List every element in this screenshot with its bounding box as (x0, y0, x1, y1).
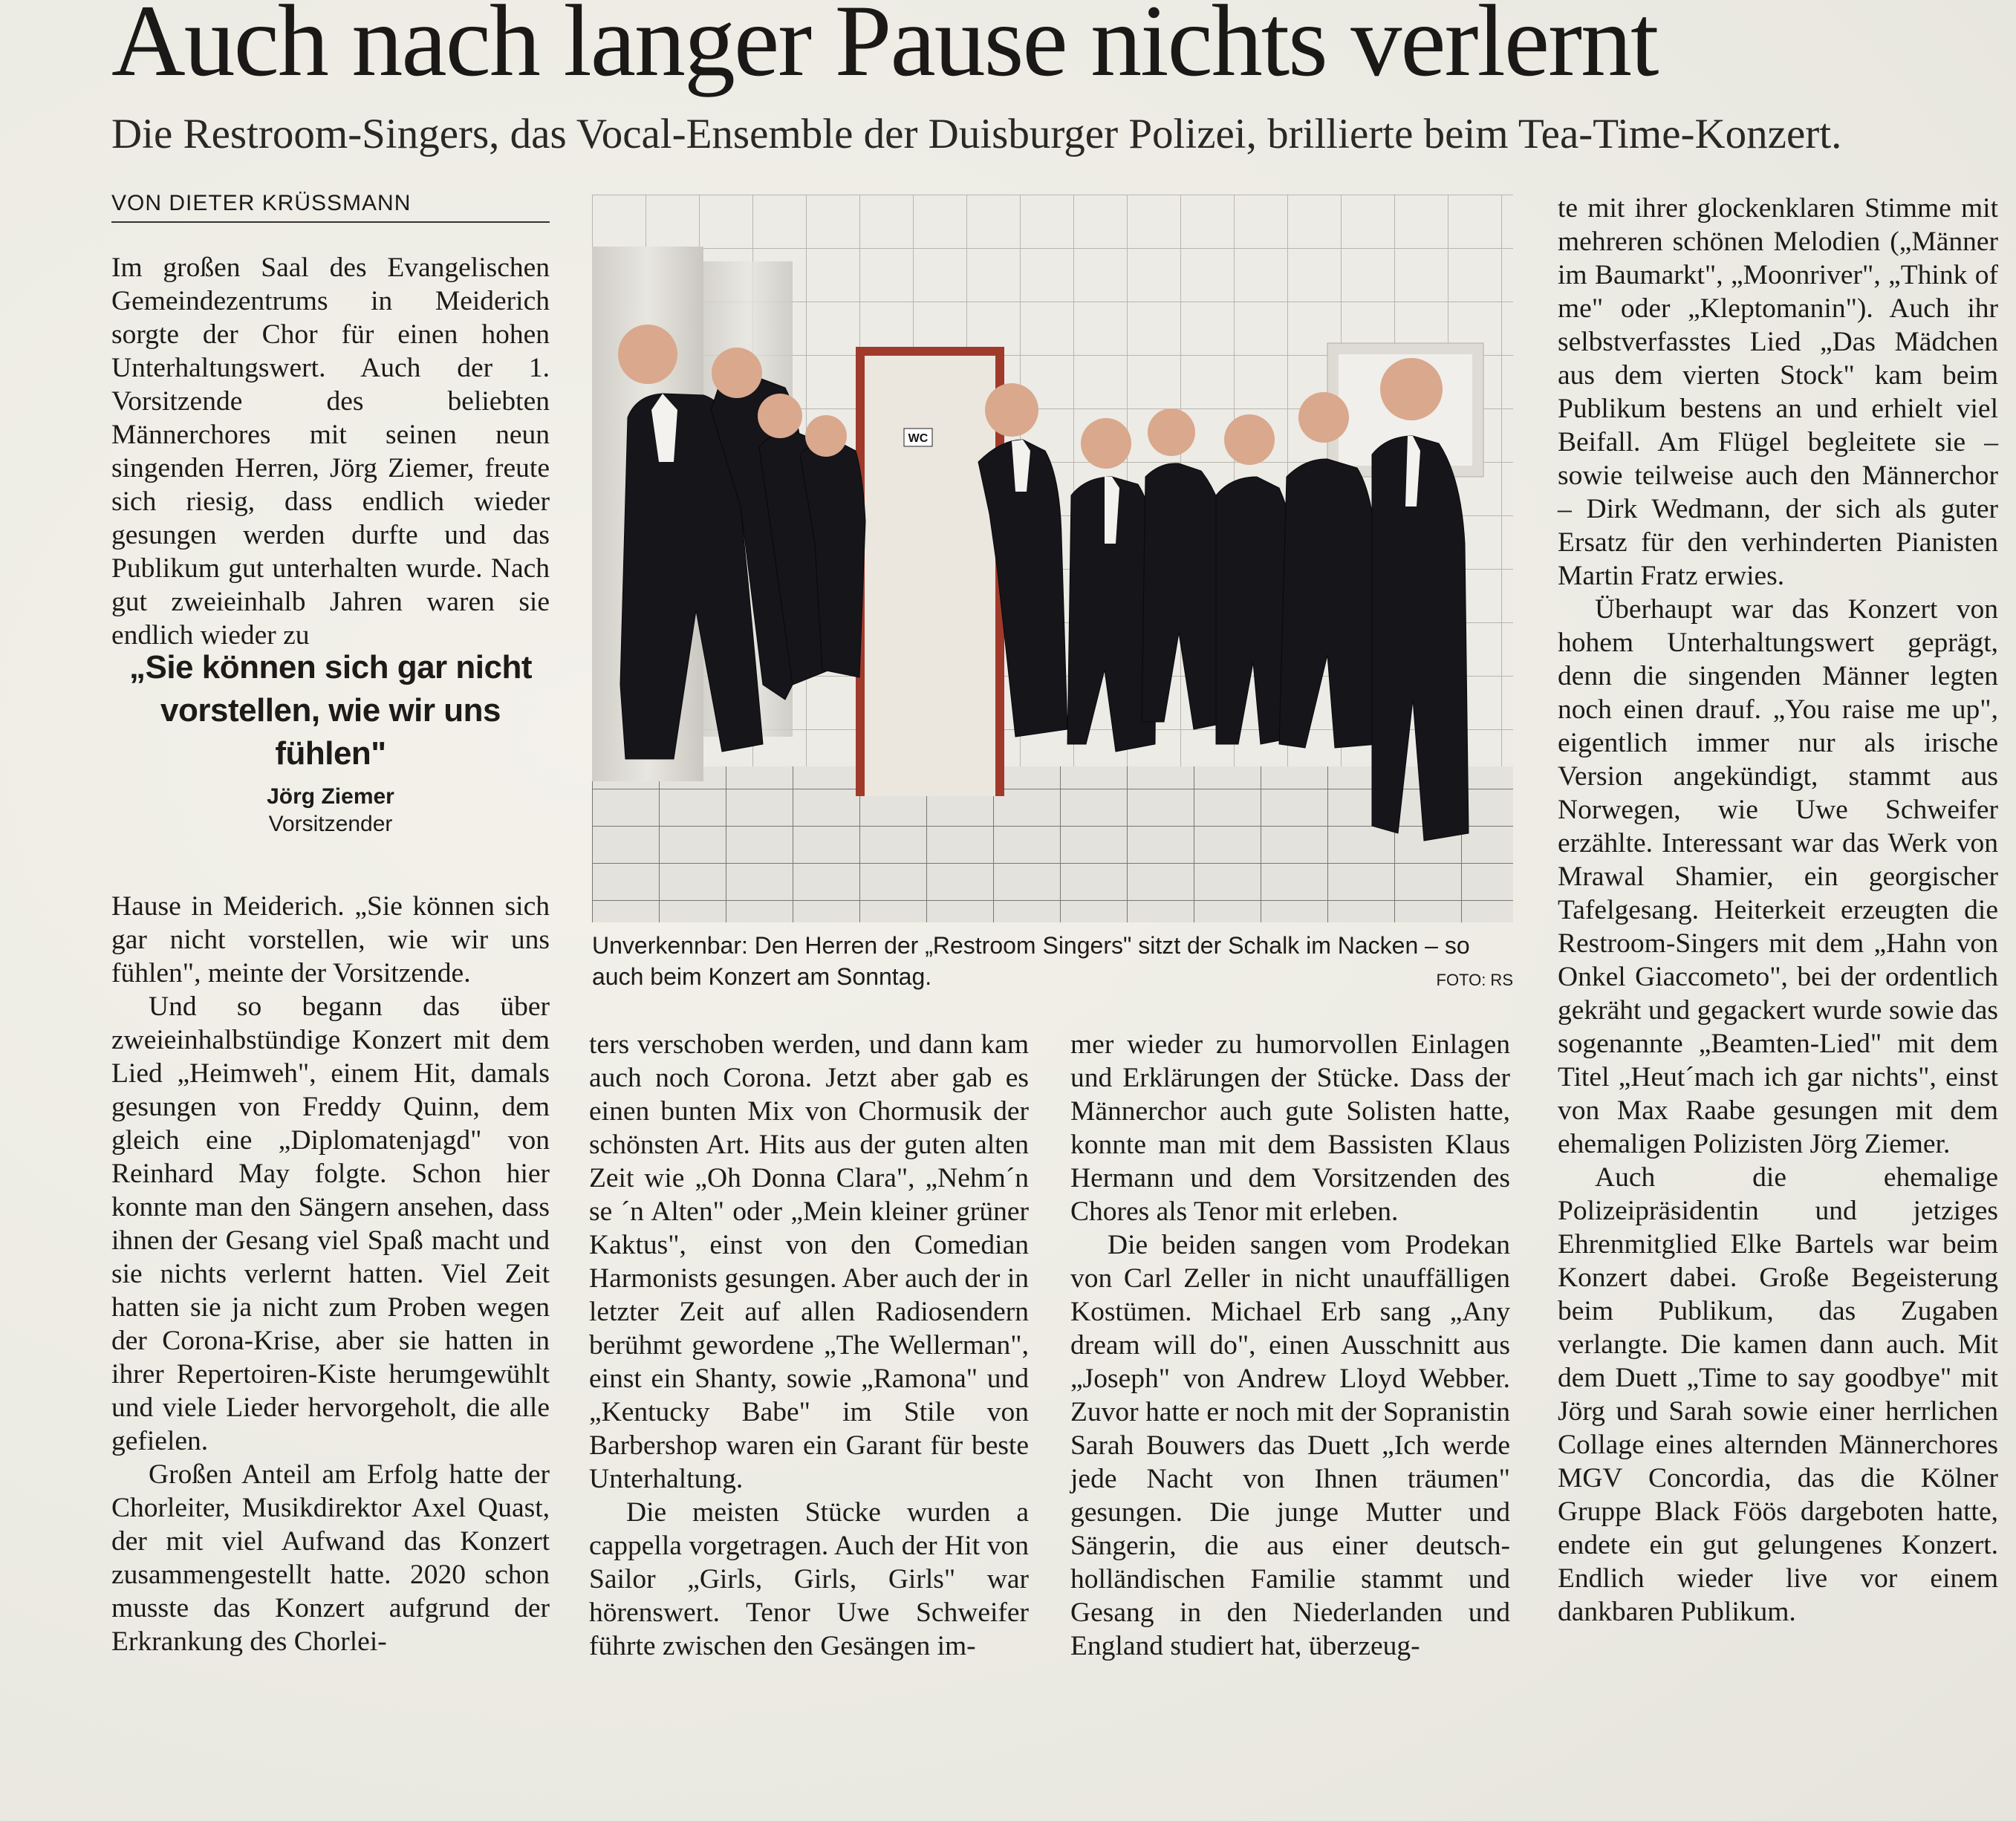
photo-credit: FOTO: RS (1436, 971, 1513, 989)
paragraph: Auch die ehemalige Polizeipräsidentin und jetziges Ehrenmitglied Elke Bartels war beim Konzert dabei. Große Begeisterung beim Publikum, das Zugaben verlangte. Die kamen dann auch. Mit dem Duett „Time to say goodbye" mit Jörg und Sarah sowie einer herrlichen Collage eines alternden Männerchores MGV Concordia, das die Kölner Gruppe Black Föös dargeboten hatte, endete ein gut gelungenes Konzert. Endlich wieder live vor einem dankbaren Publikum. (1558, 1162, 1998, 1627)
paragraph: Die meisten Stücke wurden a cappella vorgetragen. Auch der Hit von Sailor „Girls, Girls, Girls" war hörenswert. Tenor Uwe Schweifer führte zwischen den Gesängen im- (589, 1497, 1029, 1661)
photo-illustration (592, 195, 1513, 922)
paragraph: te mit ihrer glockenklaren Stimme mit mehreren schönen Melodien („Männer im Baumarkt", „Moonriver", „Think of me" oder „Kleptomanin"). Auch ihr selbstverfasstes Lied „Das Mädchen aus dem vierten Stock" kam beim Publikum bestens an und erhielt viel Beifall. Am Flügel begleitete sie – sowie teilweise auch den Männerchor – Dirk Wedmann, der sich als guter Ersatz für den verhinderten Pianisten Martin Fratz erwies. (1558, 193, 1998, 591)
pullquote (111, 646, 550, 838)
paragraph: ters verschoben werden, und dann kam auch noch Corona. Jetzt aber gab es einen bunten Mix von Chormusik der schönsten Art. Hits aus der guten alten Zeit wie „Oh Donna Clara", „Nehm´n se ´n Alten" oder „Mein kleiner grüner Kaktus", einst von den Comedian Harmonists gesungen. Aber auch der in letzter Zeit auf allen Radiosendern berühmt gewordene „The Wellerman", einst ein Shanty, sowie „Ramona" und „Kentucky Babe" im Stile von Barbershop waren ein Garant für beste Unterhaltung. (589, 1029, 1029, 1494)
article-column-4 (1558, 192, 1998, 1629)
pullquote-name: Jörg Ziemer (267, 784, 394, 809)
choir-photo (592, 195, 1513, 922)
paragraph: Und so begann das über zweieinhalbstündige Konzert mit dem Lied „Heimweh", einem Hit, damals gesungen von Freddy Quinn, dem gleich eine „Diplomatenjagd" von Reinhard May folgte. Schon hier konnte man den Sängern ansehen, dass ihnen der Gesang viel Spaß macht und sie nichts verlernt hatten. Viel Zeit hatten sie ja nicht zum Proben wegen der Corona-Krise, aber sie hatten in ihrer Repertoiren-Kiste herumgewühlt und viele Lieder hervorgeholt, die alle gefielen. (111, 991, 550, 1456)
subheadline: Die Restroom-Singers, das Vocal-Ensemble der Duisburger Polizei, brillierte beim Tea-Time-Konzert. (111, 111, 1842, 157)
pullquote-role: Vorsitzender (268, 812, 393, 836)
byline: VON DIETER KRÜSSMANN (111, 190, 550, 223)
article-column-3 (1070, 1028, 1510, 1663)
paragraph: Hause in Meiderich. „Sie können sich gar nicht vorstellen, wie wir uns fühlen", meinte der Vorsitzende. (111, 891, 550, 988)
wc-sign: WC (908, 432, 929, 445)
paragraph: mer wieder zu humorvollen Einlagen und Erklärungen der Stücke. Dass der Männerchor auch gute Solisten hatte, konnte man mit dem Bassisten Klaus Hermann und dem Vorsitzenden des Chores als Tenor mit erleben. (1070, 1029, 1510, 1227)
paragraph: Großen Anteil am Erfolg hatte der Chorleiter, Musikdirektor Axel Quast, der mit viel Aufwand das Konzert zusammengestellt hatte. 2020 schon musste das Konzert aufgrund der Erkrankung des Chorlei- (111, 1459, 550, 1657)
article-column-1-top (111, 251, 550, 652)
pullquote-text: „Sie können sich gar nicht vorstellen, wie wir uns fühlen" (129, 649, 532, 772)
headline: Auch nach langer Pause nichts verlernt (111, 0, 1658, 97)
photo-caption: Unverkennbar: Den Herren der „Restroom Singers" sitzt der Schalk im Nacken – so auch beim Konzert am Sonntag. (592, 932, 1470, 990)
paragraph: Im großen Saal des Evangelischen Gemeindezentrums in Meiderich sorgte der Chor für einen hohen Unterhaltungswert. Auch der 1. Vorsitzende des beliebten Männerchores mit seinen neun singenden Herren, Jörg Ziemer, freute sich riesig, dass endlich wieder gesungen werden durfte und das Publikum gut unterhalten wurde. Nach gut zweieinhalb Jahren waren sie endlich wieder zu (111, 253, 550, 651)
paragraph: Überhaupt war das Konzert von hohem Unterhaltungswert geprägt, denn die singenden Männer legten noch einen drauf. „You raise me up", eigentlich immer nur als irische Version angekündigt, stammt aus Norwegen, wie Uwe Schweifer erzählte. Interessant war das Werk von Mrawal Shamier, ein georgischer Tafelgesang. Heiterkeit erzeugten die Restroom-Singers mit dem „Hahn von Onkel Giaccometo", bei der ordentlich gekräht und gegackert wurde sowie das sogenannte „Beamten-Lied" mit dem Titel „Heut´mach ich gar nichts", einst von Max Raabe gesungen mit dem ehemaligen Polizisten Jörg Ziemer. (1558, 594, 1998, 1159)
article-column-1-bottom (111, 890, 550, 1658)
article-column-2 (589, 1028, 1029, 1663)
paragraph: Die beiden sangen vom Prodekan von Carl Zeller in nicht unauffälligen Kostümen. Michael Erb sang „Any dream will do", einen Ausschnitt aus „Joseph" von Andrew Lloyd Webber. Zuvor hatte er noch mit der Sopranistin Sarah Bouwers das Duett „Ich werde jede Nacht von Ihnen träumen" gesungen. Die junge Mutter und Sängerin, die aus einer deutsch-holländischen Familie stammt und Gesang in den Niederlanden und England studiert hat, überzeug- (1070, 1230, 1510, 1661)
